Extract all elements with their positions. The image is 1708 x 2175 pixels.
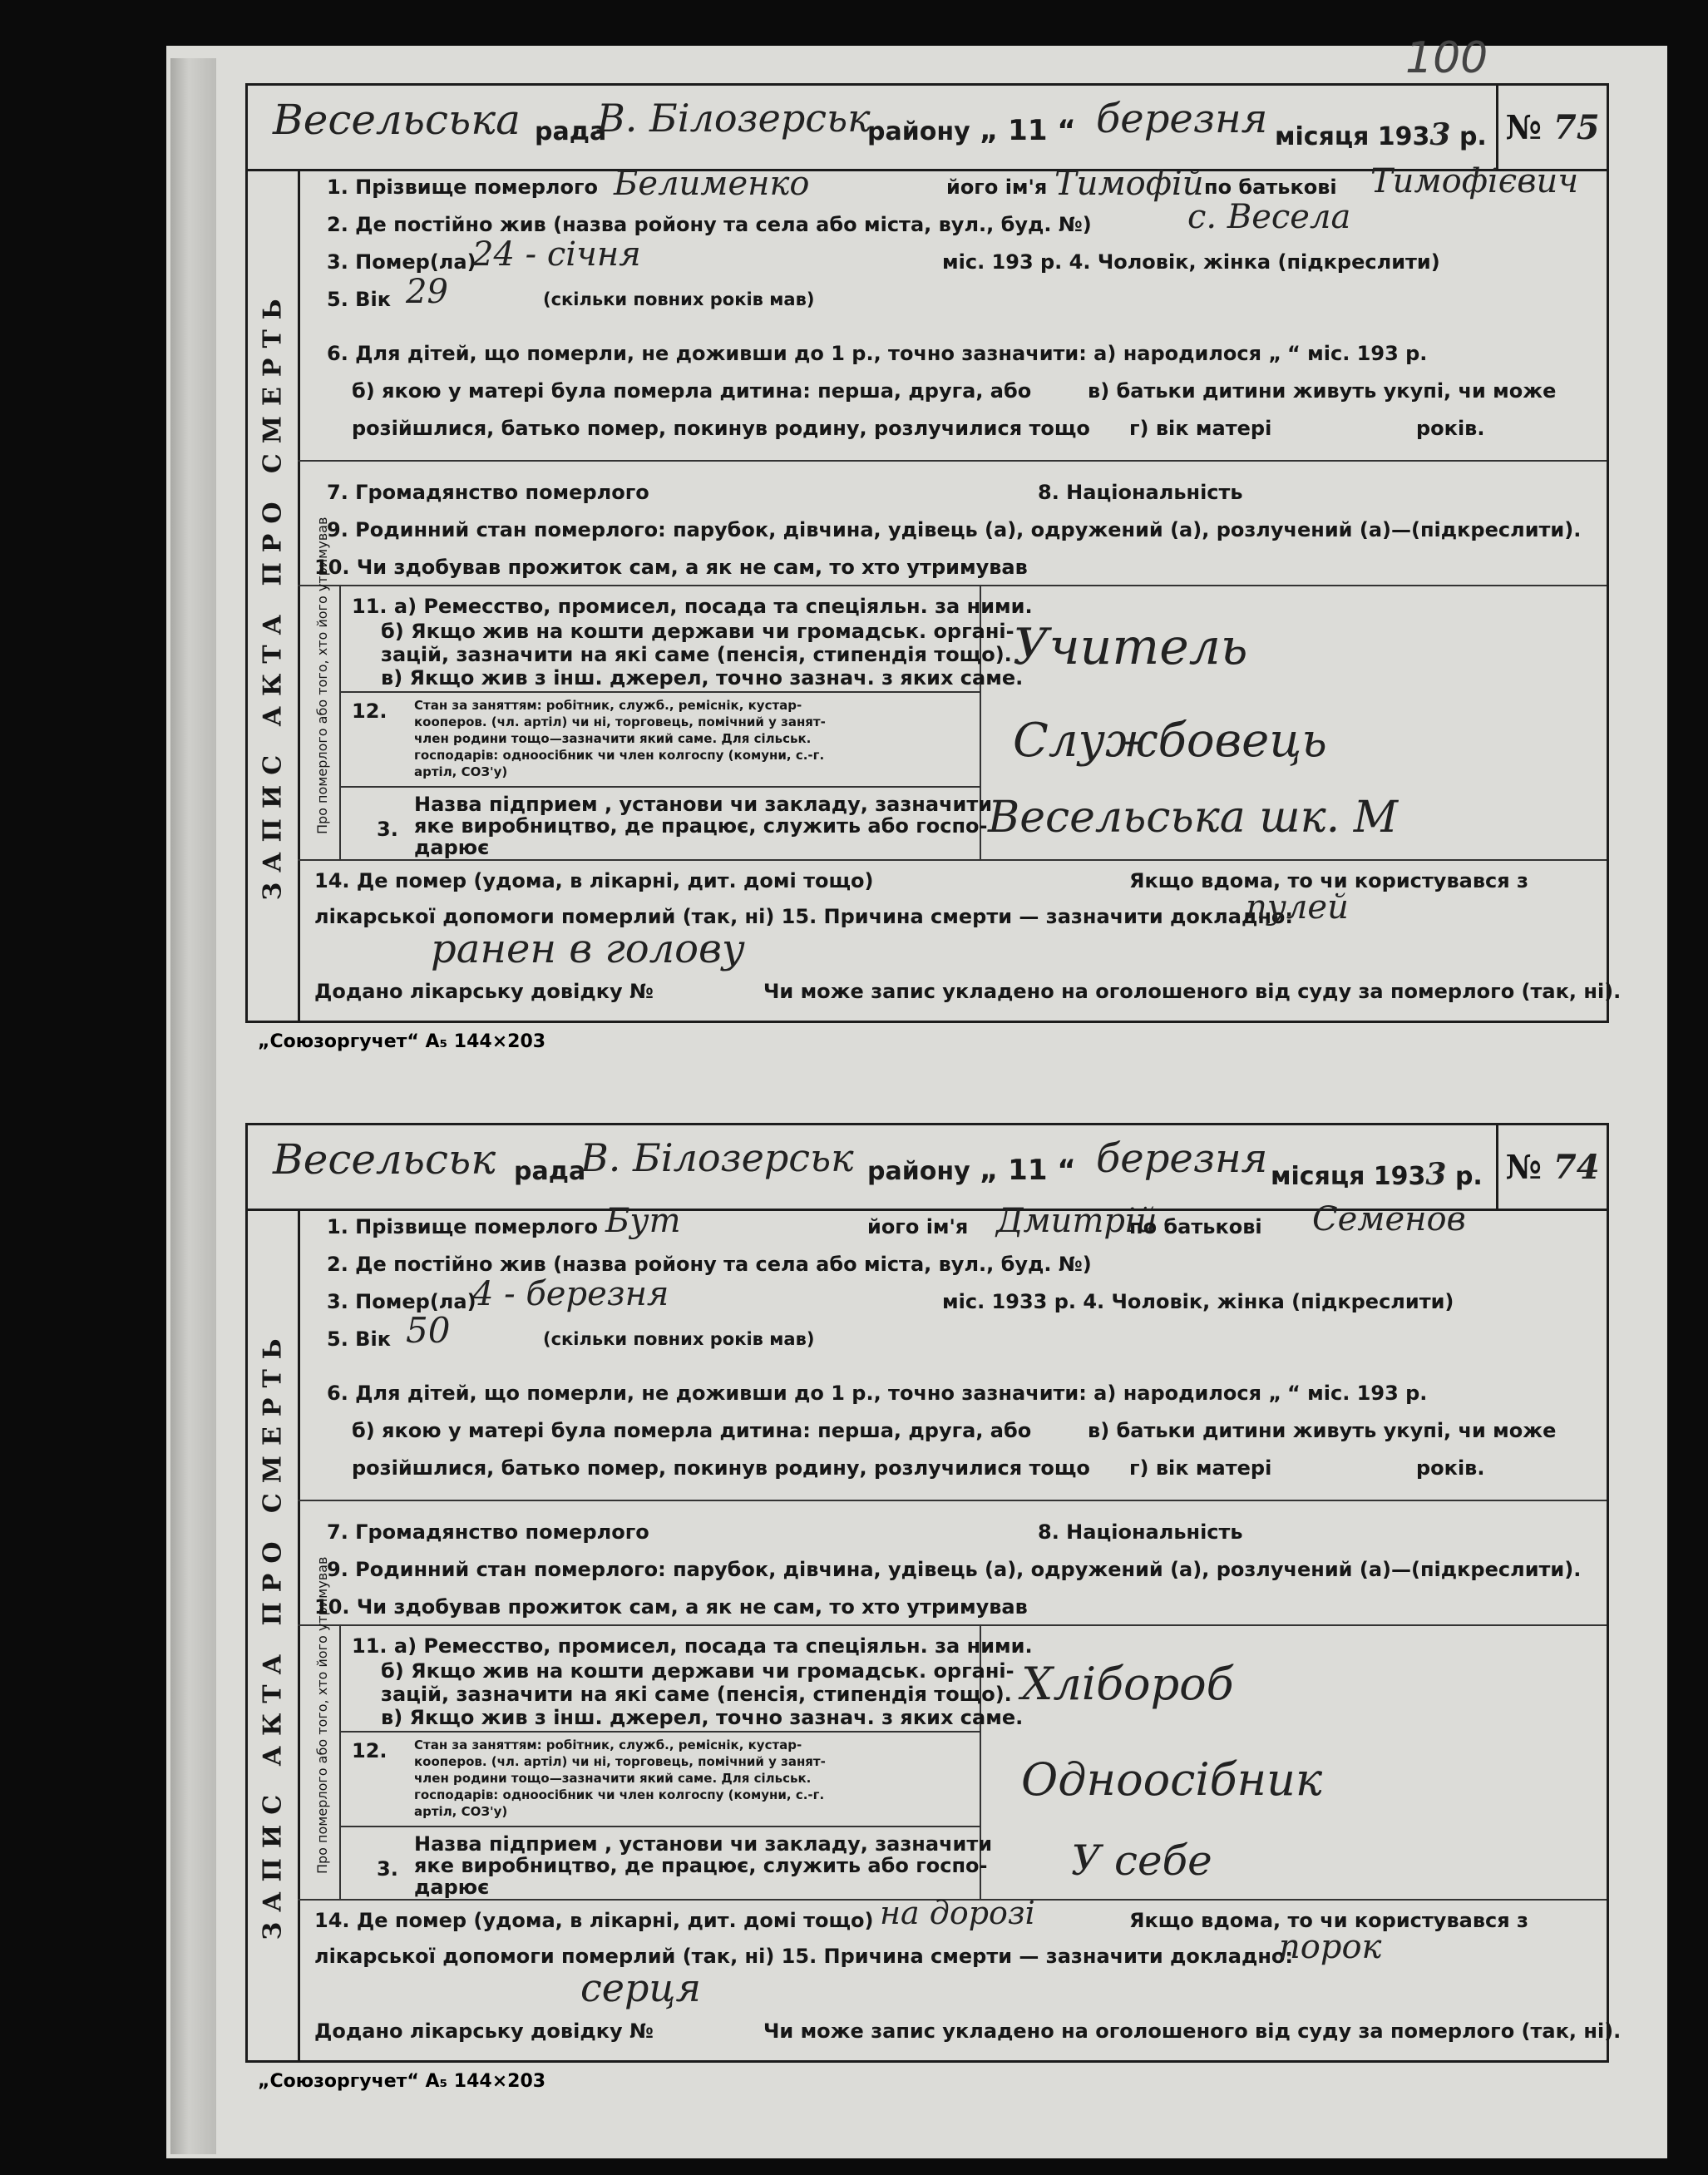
line-7-label: 7. Громадянство померлого	[327, 1520, 649, 1544]
death-record-form-1	[245, 83, 1622, 1023]
line-9-label: 9. Родинний стан померлого: парубок, дівчина, удівець (а), одружений (а), розлучений (а)—(підкреслити).	[327, 1558, 1582, 1581]
divider	[339, 1731, 980, 1733]
day-value: „ 11 “	[980, 1154, 1076, 1187]
death-record-form-2	[245, 1123, 1622, 2063]
rada-value: Весельськ	[273, 1135, 496, 1184]
line-16-end: Чи може запис укладено на оголошеного від суду за померлого (так, ні).	[763, 980, 1622, 1003]
printer-footer-1: „Союзоргучет“ А₅ 144×203	[258, 1031, 546, 1052]
side-title: ЗАПИС АКТА ПРО СМЕРТЬ	[248, 169, 300, 1021]
line-6b-label: б) якою у матері була померла дитина: перша, друга, або	[352, 1419, 1032, 1442]
line-5-label: 5. Вік	[327, 1327, 391, 1351]
rayon-value: В. Білозерськ	[597, 96, 871, 141]
line-14-end: Якщо вдома, то чи користувався з	[1129, 1909, 1528, 1932]
record-number-box: № 74	[1496, 1125, 1607, 1209]
line-10-label: 10. Чи здобував прожиток сам, а як не сам, то хто утримував	[314, 556, 1028, 579]
line-13-num: 3.	[377, 1857, 398, 1881]
patronymic: Семенов	[1312, 1200, 1466, 1238]
line-13-text-2: яке виробництво, де працює, служить або госпо-	[414, 814, 988, 838]
line-2-label: 2. Де постійно жив (назва ройону та села або міста, вул., буд. №)	[327, 213, 1092, 236]
divider	[339, 585, 341, 859]
record-number: 75	[1553, 107, 1600, 147]
form-header	[248, 1125, 1607, 1211]
box-side-label: Про померлого або того, хто його утримував	[314, 517, 330, 834]
day-value: „ 11 “	[980, 114, 1076, 147]
rada-label: рада	[535, 117, 607, 146]
line-1-father-label: по батькові	[1204, 175, 1337, 199]
month-value: березня	[1096, 1135, 1268, 1182]
line-11b: б) Якщо жив на кошти держави чи громадськ. органі-	[381, 620, 1014, 643]
line-5-label: 5. Вік	[327, 288, 391, 311]
first-name: Дмитрій	[996, 1202, 1158, 1240]
line-7-label: 7. Громадянство померлого	[327, 481, 649, 504]
divider	[339, 1826, 980, 1827]
line-13-text-3: дарює	[414, 1876, 490, 1899]
line-6-label: 6. Для дітей, що померли, не доживши до 1 р., точно зазначити: а) народилося „	[327, 342, 1282, 365]
month-label: місяця 1933 р.	[1275, 117, 1487, 152]
line-8-label: 8. Національність	[1038, 1520, 1243, 1544]
line-12-text-5: артіл, СОЗ'у)	[414, 1804, 508, 1819]
line-12-text-4: господарів: одноосібник чи член колгоспу (комуни, с.-г.	[414, 1787, 825, 1802]
line-14b-label: лікарської допомоги померлий (так, ні) 15. Причина смерти — зазначити докладно:	[314, 1945, 1294, 1968]
line-12-text-3: член родини тощо—зазначити який саме. Для сільськ.	[414, 731, 812, 746]
line-11a: 11. а) Ремесство, промисел, посада та спеціяльн. за ними.	[352, 1634, 1033, 1658]
paper-fold	[170, 58, 216, 2154]
occupation-3: Весельська шк. М	[988, 793, 1398, 843]
occupation-1: Учитель	[1013, 618, 1248, 676]
age: 29	[406, 273, 448, 311]
line-16-label: Додано лікарську довідку №	[314, 2019, 654, 2043]
line-1-name-label: його ім'я	[867, 1215, 969, 1238]
death-date: 24 - січня	[472, 235, 641, 274]
surname: Бут	[605, 1202, 681, 1240]
line-8-label: 8. Національність	[1038, 481, 1243, 504]
line-3-4-label: міс. 1933 р. 4. Чоловік, жінка (підкреслити)	[942, 1290, 1454, 1313]
line-12-text-5: артіл, СОЗ'у)	[414, 764, 508, 779]
occupation-2: Службовець	[1013, 714, 1327, 768]
cause-2: ранен в голову	[431, 926, 745, 972]
occupation-3: У себе	[1071, 1836, 1212, 1885]
rayon-value: В. Білозерськ	[580, 1135, 854, 1180]
line-12-text-3: член родини тощо—зазначити який саме. Для сільськ.	[414, 1771, 812, 1786]
surname: Белименко	[614, 165, 810, 203]
line-2-label: 2. Де постійно жив (назва ройону та села або міста, вул., буд. №)	[327, 1253, 1092, 1276]
line-6b-label: б) якою у матері була померла дитина: перша, друга, або	[352, 379, 1032, 403]
line-12-text-4: господарів: одноосібник чи член колгоспу (комуни, с.-г.	[414, 748, 825, 763]
archive-number: 100	[1405, 33, 1488, 83]
rayon-label: району	[867, 117, 970, 146]
divider	[339, 1624, 341, 1899]
divider	[298, 460, 1607, 462]
printer-footer-2: „Союзоргучет“ А₅ 144×203	[258, 2071, 546, 2092]
line-6-end: “ міс. 193 р.	[1287, 342, 1428, 365]
line-12-num: 12.	[352, 1739, 388, 1762]
form-header	[248, 86, 1607, 171]
line-6c-label: розійшлися, батько помер, покинув родину, розлучилися тощо	[352, 1456, 1090, 1480]
month-value: березня	[1096, 96, 1268, 142]
line-14-label: 14. Де помер (удома, в лікарні, дит. домі тощо)	[314, 1909, 874, 1932]
divider	[298, 1500, 1607, 1501]
line-9-label: 9. Родинний стан померлого: парубок, дівчина, удівець (а), одружений (а), розлучений (а)—(підкреслити).	[327, 518, 1582, 541]
line-13-text-1: Назва підприем , установи чи закладу, зазначити	[414, 793, 993, 816]
line-11c: в) Якщо жив з інш. джерел, точно зазнач. з яких саме.	[381, 666, 1024, 690]
rayon-label: району	[867, 1157, 970, 1186]
line-6c-end: г) вік матері	[1129, 417, 1272, 440]
month-label: місяця 1933 р.	[1271, 1157, 1483, 1192]
line-11b2: зацій, зазначити на які саме (пенсія, стипендія тощо).	[381, 643, 1012, 666]
patronymic: Тимофієвич	[1370, 162, 1579, 200]
line-1-father-label: по батькові	[1129, 1215, 1262, 1238]
rada-value: Весельська	[273, 96, 521, 144]
line-14b-label: лікарської допомоги померлий (так, ні) 15. Причина смерти — зазначити докладно:	[314, 905, 1294, 928]
line-6c-years: років.	[1416, 1456, 1485, 1480]
record-number-box: № 75	[1496, 86, 1607, 169]
divider	[298, 859, 1607, 861]
age: 50	[406, 1310, 451, 1351]
line-5-hint: (скільки повних років мав)	[543, 289, 815, 309]
line-11c: в) Якщо жив з інш. джерел, точно зазнач. з яких саме.	[381, 1706, 1024, 1729]
line-6c-years: років.	[1416, 417, 1485, 440]
line-6c-end: г) вік матері	[1129, 1456, 1272, 1480]
occupation-2: Одноосібник	[1021, 1753, 1323, 1806]
line-1-label: 1. Прізвище померлого	[327, 1215, 599, 1238]
cause-1: порок	[1279, 1928, 1382, 1966]
line-12-text-2: кооперов. (чл. артіл) чи ні, торговець, помічний у занят-	[414, 1754, 826, 1769]
divider	[339, 691, 980, 693]
line-12-num: 12.	[352, 699, 388, 723]
line-10-label: 10. Чи здобував прожиток сам, а як не сам, то хто утримував	[314, 1595, 1028, 1619]
line-6-end: “ міс. 193 р.	[1287, 1382, 1428, 1405]
line-6-label: 6. Для дітей, що померли, не доживши до 1 р., точно зазначити: а) народилося „	[327, 1382, 1282, 1405]
line-16-end: Чи може запис укладено на оголошеного від суду за померлого (так, ні).	[763, 2019, 1622, 2043]
line-1-name-label: його ім'я	[946, 175, 1048, 199]
line-12-text-2: кооперов. (чл. артіл) чи ні, торговець, помічний у занят-	[414, 714, 826, 729]
death-date: 4 - березня	[472, 1275, 669, 1313]
line-6c-label: розійшлися, батько помер, покинув родину, розлучилися тощо	[352, 417, 1090, 440]
line-6b-end: в) батьки дитини живуть укупі, чи може	[1088, 379, 1557, 403]
divider	[339, 786, 980, 788]
line-16-label: Додано лікарську довідку №	[314, 980, 654, 1003]
record-number: 74	[1553, 1147, 1600, 1187]
line-13-text-1: Назва підприем , установи чи закладу, зазначити	[414, 1832, 993, 1856]
side-title: ЗАПИС АКТА ПРО СМЕРТЬ	[248, 1209, 300, 2060]
cause-2: серця	[580, 1965, 701, 2010]
line-3-label: 3. Помер(ла)	[327, 1290, 476, 1313]
line-12-text-1: Стан за заняттям: робітник, служб., реміснік, кустар-	[414, 1738, 802, 1752]
line-1-label: 1. Прізвище померлого	[327, 175, 599, 199]
line-3-label: 3. Помер(ла)	[327, 250, 476, 274]
place-of-death: на дорозі	[880, 1895, 1035, 1931]
line-11b: б) Якщо жив на кошти держави чи громадськ. органі-	[381, 1659, 1014, 1683]
rada-label: рада	[514, 1157, 586, 1186]
line-14-end: Якщо вдома, то чи користувався з	[1129, 869, 1528, 892]
line-11a: 11. а) Ремесство, промисел, посада та спеціяльн. за ними.	[352, 595, 1033, 618]
divider	[298, 585, 1607, 586]
divider	[298, 1624, 1607, 1626]
line-6b-end: в) батьки дитини живуть укупі, чи може	[1088, 1419, 1557, 1442]
line-11b2: зацій, зазначити на які саме (пенсія, стипендія тощо).	[381, 1683, 1012, 1706]
occupation-1: Хлібороб	[1021, 1658, 1234, 1710]
line-13-text-3: дарює	[414, 836, 490, 859]
cause-1: пулей	[1246, 888, 1349, 927]
line-13-num: 3.	[377, 818, 398, 841]
line-5-hint: (скільки повних років мав)	[543, 1329, 815, 1349]
line-13-text-2: яке виробництво, де працює, служить або госпо-	[414, 1854, 988, 1877]
line-14-label: 14. Де помер (удома, в лікарні, дит. домі тощо)	[314, 869, 874, 892]
residence: с. Весела	[1187, 198, 1351, 236]
first-name: Тимофій	[1054, 165, 1204, 203]
line-12-text-1: Стан за заняттям: робітник, служб., реміснік, кустар-	[414, 698, 802, 713]
box-side-label: Про померлого або того, хто його утримував	[314, 1556, 330, 1874]
line-3-4-label: міс. 193 р. 4. Чоловік, жінка (підкреслити)	[942, 250, 1440, 274]
